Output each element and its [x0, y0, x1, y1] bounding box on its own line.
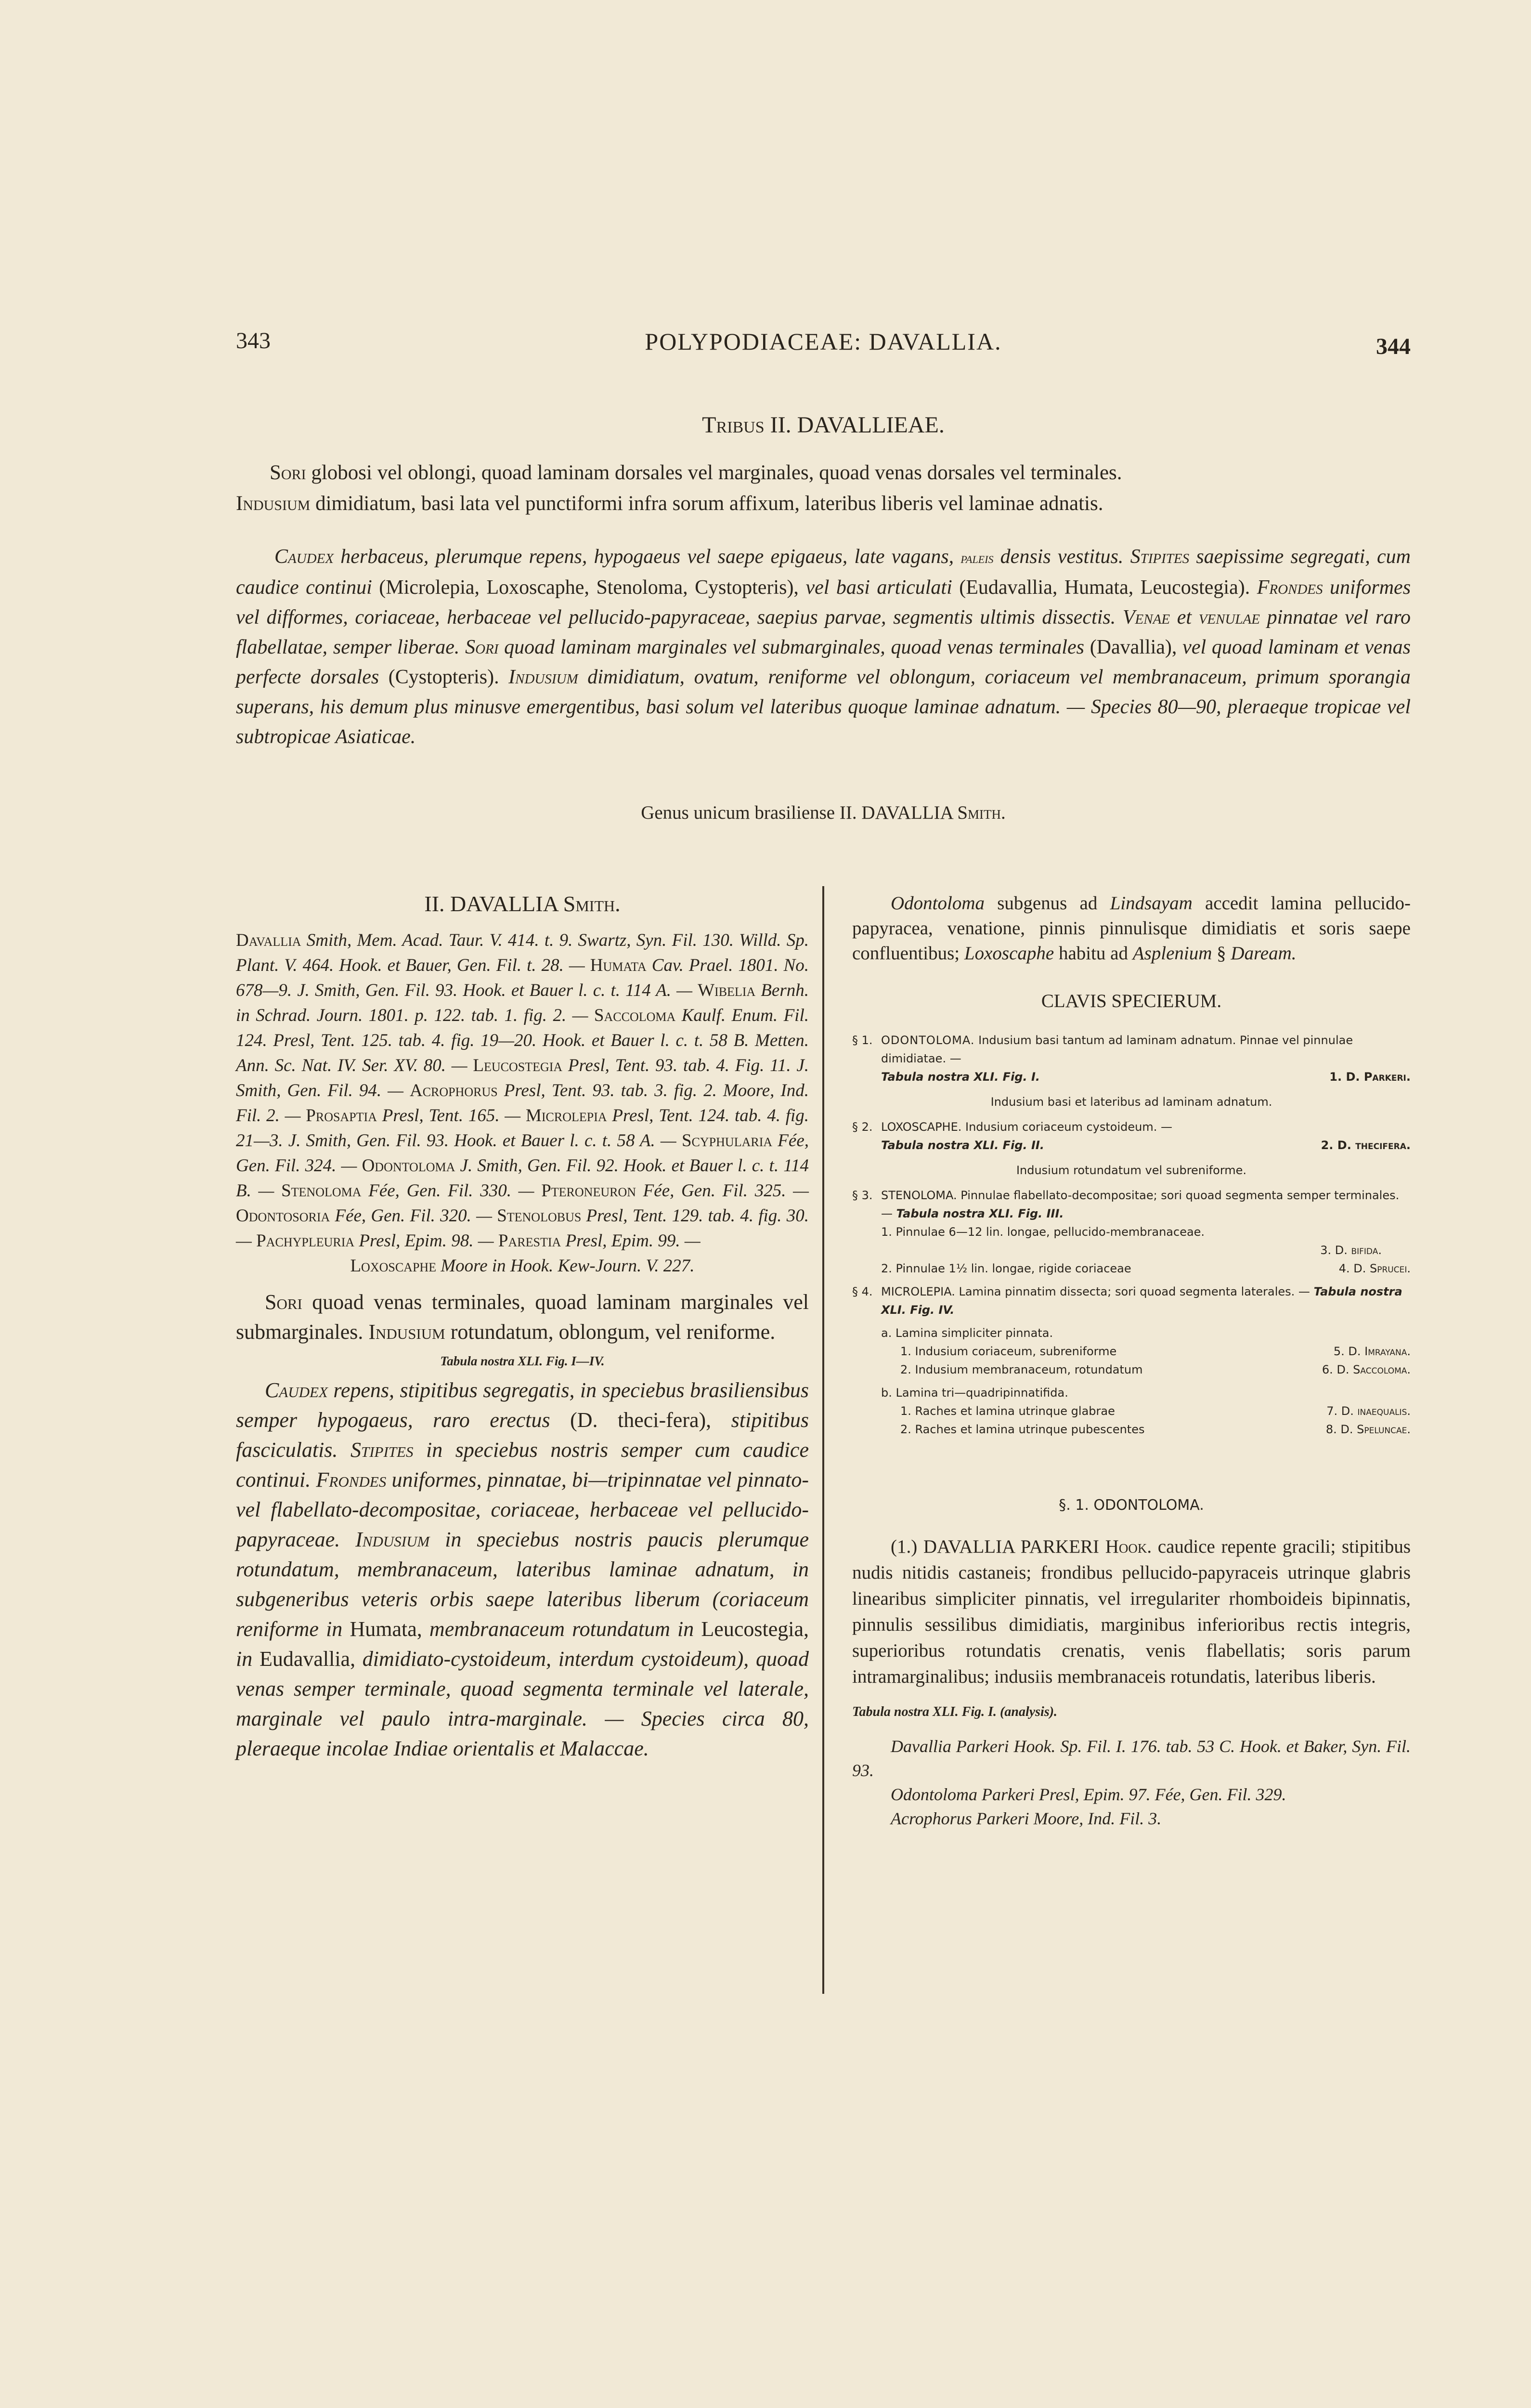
desc-indusium: Indusium — [499, 666, 578, 688]
desc-genus: Eudavallia, — [259, 1647, 356, 1671]
syn-genus: Davallia — [236, 930, 301, 950]
desc-venae: Venae — [1122, 606, 1170, 628]
desc-text: quoad laminam marginales vel submarginales, quoad venas terminales — [498, 636, 1090, 658]
key-plate: Tabula nostra XLI. Fig. II. — [881, 1139, 1044, 1152]
column-divider — [822, 886, 824, 1994]
note-text: accedit lamina pellucido-papyracea, venatione, pinnis pinnulisque dimidiatis et soris saepe confluentibus; — [852, 893, 1411, 964]
key-text: Lamina pinnatim dissecta; sori quoad segmenta laterales. — — [955, 1285, 1314, 1298]
desc-caudex: Caudex — [274, 546, 334, 568]
desc-text: repens, stipitibus segregatis, in speciebus brasiliensibus semper hypogaeus, raro erectus — [236, 1378, 809, 1432]
syn-genus: Pachypleuria — [256, 1231, 355, 1251]
key-number: § 2. — [852, 1120, 873, 1134]
desc-indusium: Indusium — [355, 1528, 430, 1551]
species-key — [852, 1031, 1411, 1439]
key-result: 2. D. thecifera. — [1321, 1139, 1411, 1152]
key-lead: 2. Indusium membranaceum, rotundatum — [900, 1363, 1143, 1376]
genus-diagnosis — [236, 1287, 809, 1347]
desc-sori: Sori — [465, 636, 499, 658]
desc-text: dimidiato-cystoideum, interdum cystoideum), quoad venas semper terminale, quoad segmenta terminale vel laterale, marginale vel paulo intra-marginale. — Species circa 80, pleraeque incolae Indiae orientalis et Malaccae. — [236, 1647, 809, 1760]
desc-text: uniformes, pinnatae, bi—tripinnatae vel pinnato- vel flabellato-decompositae, coriaceae, herbaceae vel pellucido-papyraceae. — [236, 1468, 809, 1551]
key-plate: Tabula nostra XLI. Fig. I. — [881, 1070, 1040, 1084]
tribus-diagnosis — [236, 458, 1411, 519]
indusium-text: dimidiatum, basi lata vel punctiformi infra sorum affixum, lateribus liberis vel laminae adnatis. — [310, 492, 1103, 515]
syn-citation: Fée, Gen. Fil. 324. — — [236, 1131, 809, 1176]
species-name: (1.) DAVALLIA PARKERI — [891, 1536, 1105, 1557]
desc-text: in speciebus nostris semper cum caudice continui. — [236, 1438, 809, 1492]
desc-stipites: Stipites — [350, 1438, 414, 1462]
key-name: ODONTOLOMA. — [881, 1034, 975, 1047]
species-reference: Odontoloma Parkeri Presl, Epim. 97. Fée, Gen. Fil. 329. — [891, 1785, 1286, 1804]
syn-genus: Acrophorus — [409, 1081, 498, 1100]
left-column — [236, 891, 809, 1764]
syn-genus: Pteroneuron — [541, 1181, 636, 1201]
note-italic: Daream. — [1231, 943, 1297, 964]
sori-text: quoad venas terminales, quoad laminam marginales vel submarginales. — [236, 1290, 809, 1344]
right-column — [852, 891, 1411, 1831]
genus-heading — [236, 891, 809, 916]
key-text: Indusium basi tantum ad laminam adnatum. Pinnae vel pinnulae dimidiatae. — — [881, 1034, 1353, 1065]
syn-citation: Presl, Tent. 129. tab. 4. fig. 30. — — [236, 1206, 809, 1251]
indusium-label: Indusium — [368, 1320, 445, 1344]
running-header — [236, 327, 1411, 366]
key-number: § 1. — [852, 1034, 873, 1047]
note-text: habitu ad — [1054, 943, 1133, 964]
key-section-3 — [852, 1186, 1411, 1278]
subgenus-note — [852, 891, 1411, 966]
syn-genus: Microlepia — [525, 1106, 607, 1125]
syn-genus: Humata — [590, 955, 647, 975]
desc-text: vel quoad laminam et venas perfecte dorsales — [236, 636, 1411, 688]
syn-genus: Scyphularia — [681, 1131, 773, 1151]
desc-stipites: Stipites — [1130, 546, 1190, 568]
desc-genera: (Microlepia, Loxoscaphe, Stenoloma, Cystopteris), — [379, 576, 799, 599]
syn-citation: Cav. Prael. 1801. No. 678—9. J. Smith, Gen. Fil. 93. Hook. et Bauer l. c. t. 114 A. — — [236, 955, 809, 1000]
syn-citation: Presl, Tent. 93. tab. 4. Fig. 11. J. Smith, Gen. Fil. 94. — — [236, 1056, 809, 1100]
syn-genus: Leucostegia — [473, 1056, 563, 1075]
key-result: 8. D. Speluncae. — [1325, 1423, 1411, 1436]
note-italic: Odontoloma — [891, 893, 985, 914]
note-italic: Lindsayam — [1110, 893, 1193, 914]
key-name: LOXOSCAPHE. — [881, 1120, 962, 1134]
syn-citation: Presl, Epim. 99. — — [561, 1231, 701, 1251]
sori-label: Sori — [265, 1290, 302, 1314]
desc-text: in — [236, 1647, 259, 1671]
syn-citation: Fée, Gen. Fil. 325. — — [636, 1181, 809, 1201]
desc-text: dimidiatum, ovatum, reniforme vel oblongum, coriaceum vel membranaceum, primum sporangia superans, his demum plus minusve emergentibus, basi solum vel lateribus quoque laminae adnatum. — Species 80—90, pleraeque tropicae vel subtropicae Asiaticae. — [236, 666, 1411, 748]
key-text: Pinnulae flabellato-decompositae; sori quoad segmenta semper terminales. — — [881, 1189, 1400, 1220]
key-number: § 4. — [852, 1285, 873, 1298]
syn-citation: Presl, Tent. 93. tab. 3. fig. 2. Moore, Ind. Fil. 2. — — [236, 1081, 809, 1125]
syn-citation: Fée, Gen. Fil. 330. — — [361, 1181, 542, 1201]
key-couplet: Indusium rotundatum vel subreniforme. — [1016, 1164, 1247, 1177]
key-lead: 1. Raches et lamina utrinque glabrae — [900, 1404, 1115, 1418]
tribus-label: Tribus — [702, 412, 765, 438]
desc-text: herbaceus, plerumque repens, hypogaeus vel saepe epigaeus, late vagans, — [334, 546, 961, 568]
indusium-text: rotundatum, oblongum, vel reniforme. — [445, 1320, 776, 1344]
key-section-1 — [852, 1031, 1411, 1086]
desc-text: densis vestitus. — [993, 546, 1130, 568]
section-heading: §. 1. ODONTOLOMA. — [1059, 1497, 1204, 1514]
desc-genera: (Cystopteris). — [388, 666, 499, 688]
desc-venulae: venulae — [1198, 606, 1260, 628]
syn-genus: Odontosoria — [236, 1206, 330, 1226]
syn-citation: Smith, Mem. Acad. Taur. V. 414. t. 9. Swartz, Syn. Fil. 130. Willd. Sp. Plant. V. 464. Hook. et Bauer, Gen. Fil. t. 28. — — [236, 930, 809, 975]
key-heading: CLAVIS SPECIERUM. — [1041, 991, 1222, 1011]
key-plate: Tabula nostra XLI. Fig. IV. — [881, 1285, 1402, 1317]
key-section-4 — [852, 1283, 1411, 1439]
indusium-label: Indusium — [236, 492, 311, 515]
key-lead: 1. Indusium coriaceum, subreniforme — [900, 1345, 1117, 1358]
syn-genus: Wibelia — [698, 981, 756, 1000]
synonymy — [236, 928, 809, 1254]
key-result: 5. D. Imrayana. — [1333, 1345, 1411, 1358]
species-reference: Davallia Parkeri Hook. Sp. Fil. I. 176. tab. 53 C. Hook. et Baker, Syn. Fil. 93. — [852, 1737, 1411, 1780]
desc-caudex: Caudex — [265, 1378, 328, 1402]
key-result: 4. D. Sprucei. — [1338, 1262, 1411, 1275]
note-text: subgenus ad — [985, 893, 1110, 914]
key-lead: 2. Raches et lamina utrinque pubescentes — [900, 1423, 1145, 1436]
syn-citation: Presl, Tent. 165. — — [377, 1106, 526, 1125]
genus-line-author: Smith. — [957, 802, 1006, 823]
desc-text: in speciebus nostris paucis plerumque rotundatum, membranaceum, lateribus laminae adnatum, in subgeneribus veteris orbis saepe lateribus liberum (coriaceum reniforme in — [236, 1528, 809, 1641]
desc-genera: (Eudavallia, Humata, Leucostegia). — [959, 576, 1250, 599]
key-name: MICROLEPIA. — [881, 1285, 955, 1298]
syn-genus: Stenoloma — [281, 1181, 362, 1201]
key-result: 6. D. Saccoloma. — [1322, 1363, 1411, 1376]
species-description — [852, 1534, 1411, 1690]
tribus-heading — [236, 412, 1411, 438]
desc-text: vel basi articulati — [798, 576, 960, 599]
desc-text: saepissime segregati, cum caudice continui — [236, 546, 1411, 599]
syn-citation: Presl, Epim. 98. — — [354, 1231, 498, 1251]
synonymy-last — [236, 1254, 809, 1279]
key-group: b. Lamina tri—quadripinnatifida. — [881, 1386, 1068, 1400]
tribus-name: II. DAVALLIEAE. — [770, 412, 945, 438]
sori-label: Sori — [270, 461, 306, 484]
plate-reference: Tabula nostra XLI. Fig. I—IV. — [440, 1354, 605, 1368]
key-group: a. Lamina simpliciter pinnata. — [881, 1326, 1053, 1340]
desc-genus: Leucostegia, — [701, 1617, 809, 1641]
key-lead: 2. Pinnulae 1½ lin. longae, rigide coriaceae — [881, 1262, 1131, 1275]
desc-frondes: Frondes — [316, 1468, 387, 1492]
syn-genus: Odontoloma — [362, 1156, 455, 1176]
note-italic: Loxoscaphe — [964, 943, 1054, 964]
syn-citation: Moore in Hook. Kew-Journ. V. 227. — [436, 1256, 695, 1276]
key-text: Indusium coriaceum cystoideum. — — [961, 1120, 1172, 1134]
desc-text: uniformes vel difformes, coriaceae, herbaceae vel pellucido-papyraceae, saepius parvae, segmentis ultimis dissectis. — [236, 576, 1411, 628]
genus-description — [236, 1375, 809, 1764]
genus-heading-name: II. DAVALLIA — [424, 891, 563, 916]
key-result: 1. D. Parkeri. — [1329, 1070, 1411, 1084]
desc-text: et — [1170, 606, 1199, 628]
key-lead: 1. Pinnulae 6—12 lin. longae, pellucido-membranaceae. — [881, 1225, 1205, 1239]
genus-heading-author: Smith. — [563, 891, 621, 916]
key-number: § 3. — [852, 1189, 873, 1202]
desc-paleis: paleis — [960, 549, 994, 566]
tribus-description — [236, 542, 1411, 752]
desc-genera: (Davallia), — [1090, 636, 1177, 658]
desc-genus: Humata, — [350, 1617, 422, 1641]
syn-genus: Stenolobus — [497, 1206, 582, 1226]
syn-genus: Parestia — [498, 1231, 561, 1251]
syn-citation: Fée, Gen. Fil. 320. — — [330, 1206, 497, 1226]
syn-genus: Loxoscaphe — [350, 1256, 437, 1276]
desc-species: (D. theci-fera), — [570, 1408, 712, 1432]
page-number-right: 344 — [1376, 334, 1411, 359]
syn-genus: Saccoloma — [594, 1006, 676, 1025]
key-name: STENOLOMA. — [881, 1189, 957, 1202]
desc-text: membranaceum rotundatum in — [422, 1617, 701, 1641]
species-text: caudice repente gracili; stipitibus nudis nitidis castaneis; frondibus pellucido-papyraceis utrinque glabris linearibus simpliciter pinnatis, vel irregulariter rhomboideis bipinnatis, pinnulis sessilibus dimidiatis, marginibus inferioribus rectis integris, superioribus rotundatis crenatis, venis flabellatis; soris parum intramarginalibus; indusiis membranaceis rotundatis, lateribus liberis. — [852, 1536, 1411, 1687]
key-couplet: Indusium basi et lateribus ad laminam adnatum. — [990, 1095, 1272, 1109]
syn-citation: Presl, Tent. 124. tab. 4. fig. 21—3. J. Smith, Gen. Fil. 93. Hook. et Bauer l. c. t. 58 A. — — [236, 1106, 809, 1151]
note-text: § — [1212, 943, 1231, 964]
key-section-2 — [852, 1118, 1411, 1154]
desc-frondes: Frondes — [1250, 576, 1323, 599]
key-result: 3. D. bifida. — [1320, 1243, 1382, 1257]
genus-line-text: Genus unicum brasiliense II. DAVALLIA — [641, 802, 958, 823]
syn-citation: J. Smith, Gen. Fil. 92. Hook. et Bauer l. c. t. 114 B. — — [236, 1156, 809, 1201]
species-author: Hook. — [1105, 1536, 1152, 1557]
species-plate: Tabula nostra XLI. Fig. I. (analysis). — [852, 1704, 1058, 1719]
page-number-left: 343 — [236, 328, 271, 353]
syn-citation: Bernh. in Schrad. Journ. 1801. p. 122. tab. 1. fig. 2. — — [236, 981, 809, 1025]
sori-text: globosi vel oblongi, quoad laminam dorsales vel marginales, quoad venas dorsales vel terminales. — [306, 461, 1122, 484]
running-title: POLYPODIACEAE: DAVALLIA. — [645, 328, 1002, 355]
note-italic: Asplenium — [1132, 943, 1212, 964]
key-plate: Tabula nostra XLI. Fig. III. — [896, 1207, 1064, 1220]
desc-text: stipitibus fasciculatis. — [236, 1408, 809, 1462]
genus-line — [236, 802, 1411, 824]
syn-genus: Prosaptia — [306, 1106, 377, 1125]
species-reference: Acrophorus Parkeri Moore, Ind. Fil. 3. — [891, 1809, 1162, 1828]
desc-text: pinnatae vel raro flabellatae, semper liberae. — [236, 606, 1411, 658]
key-result: 7. D. inaequalis. — [1326, 1404, 1411, 1418]
syn-citation: Kaulf. Enum. Fil. 124. Presl, Tent. 125. tab. 4. fig. 19—20. Hook. et Bauer l. c. t. 58 B. Metten. Ann. Sc. Nat. IV. Ser. XV. 80. — — [236, 1006, 809, 1075]
